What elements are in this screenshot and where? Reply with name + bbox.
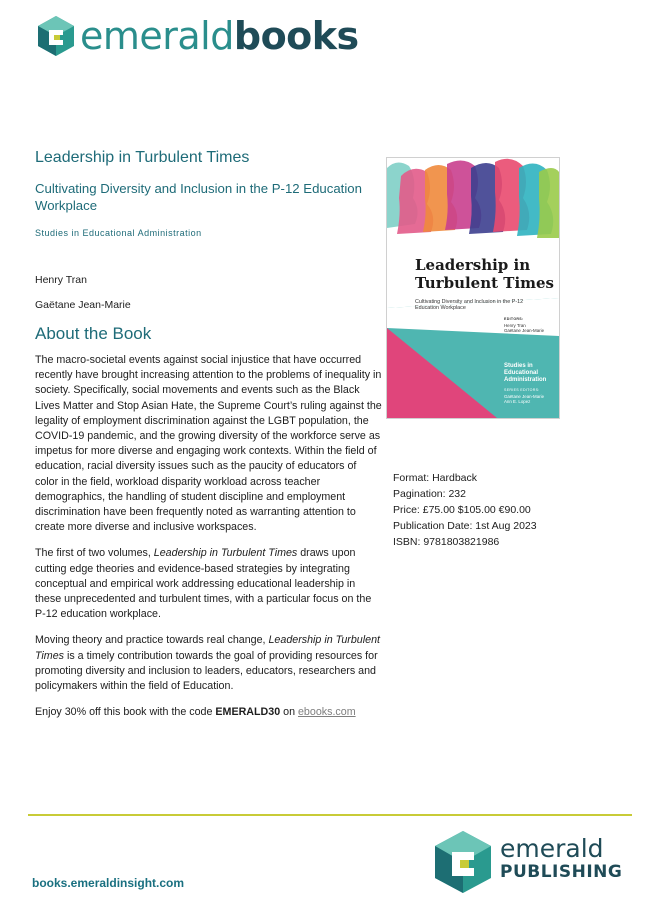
cover-title: Leadership in Turbulent Times	[415, 256, 555, 292]
emerald-books-logo	[38, 16, 359, 56]
author-name: Henry Tran	[35, 274, 87, 286]
footer-url[interactable]: books.emeraldinsight.com	[32, 876, 185, 890]
detail-price: Price: £75.00 $105.00 €90.00	[393, 504, 531, 516]
cover-series-editors: Gaëtane Jean-Marie Ann E. Lopez	[504, 394, 545, 405]
publishing-brand-line1: emerald	[500, 834, 604, 863]
brand-light-text: emerald	[80, 14, 234, 58]
footer-divider	[28, 814, 632, 816]
about-paragraph-3: Moving theory and practice towards real change, Leadership in Turbulent Times is a timely contribution towards the goal of providing resources for promoting diversity and inclusion to leaders, educators, researchers and policymakers within the field of Education.	[35, 634, 380, 693]
emerald-logo-icon	[38, 16, 74, 56]
emerald-publishing-wordmark	[500, 836, 622, 882]
detail-publication-date: Publication Date: 1st Aug 2023	[393, 520, 537, 532]
cover-series: Studies in Educational Administration	[504, 363, 547, 383]
about-paragraph-1: The macro-societal events against social injustice that have occurred recently have brought increasing attention to the problems of inequality in society. Specifically, social movements and events such as the Black Lives Matter and Stop Asian Hate, the Supreme Court’s ruling against the legality of employment discrimination against the LGBT population, the COVID-19 pandemic, and the growing diversity of the workforce serve as impetus for more diverse and engaging work contexts. Within the field of education, racial diversity issues such as the paucity of educators of color in the field, workload disparity workload across teacher demographics, the handling of student discipline and employment discrimination have been frequently noted as warranting attention to create more diverse and inclusive workspaces.	[35, 354, 382, 534]
cover-subtitle: Cultivating Diversity and Inclusion in the P-12 Education Workplace	[415, 299, 524, 312]
publishing-brand-line2: PUBLISHING	[500, 862, 623, 882]
book-title: Leadership in Turbulent Times	[35, 149, 250, 166]
promo-line: Enjoy 30% off this book with the code EMERALD30 on ebooks.com	[35, 706, 356, 719]
ebooks-link[interactable]: ebooks.com	[297, 706, 356, 719]
brand-bold-text: books	[233, 14, 359, 58]
cover-editors-heading: EDITORS:	[504, 317, 524, 321]
book-details	[393, 470, 537, 550]
about-heading: About the Book	[35, 324, 152, 343]
author-name: Gaëtane Jean-Marie	[35, 299, 131, 311]
emerald-publishing-logo-icon	[435, 831, 491, 893]
about-paragraph-2: The first of two volumes, Leadership in Turbulent Times draws upon cutting edge theories and evidence-based strategies by integrating conceptual and empirical work addressing educational leadership in these unprecedented and turbulent times, with a particular focus on the P-12 education workplace.	[35, 547, 372, 621]
about-body	[35, 353, 382, 731]
brand-wordmark	[80, 16, 359, 56]
detail-pagination: Pagination: 232	[393, 488, 466, 500]
detail-format: Format: Hardback	[393, 472, 478, 484]
book-cover	[386, 157, 560, 419]
cover-editors: Henry Tran Gaëtane Jean-Marie	[504, 323, 545, 334]
promo-code: EMERALD30	[215, 706, 281, 719]
book-series: Studies in Educational Administration	[35, 228, 202, 238]
cover-series-editors-heading: SERIES EDITORS:	[504, 388, 540, 392]
detail-isbn: ISBN: 9781803821986	[393, 536, 500, 548]
book-subtitle: Cultivating Diversity and Inclusion in the P-12 Education Workplace	[35, 181, 362, 213]
